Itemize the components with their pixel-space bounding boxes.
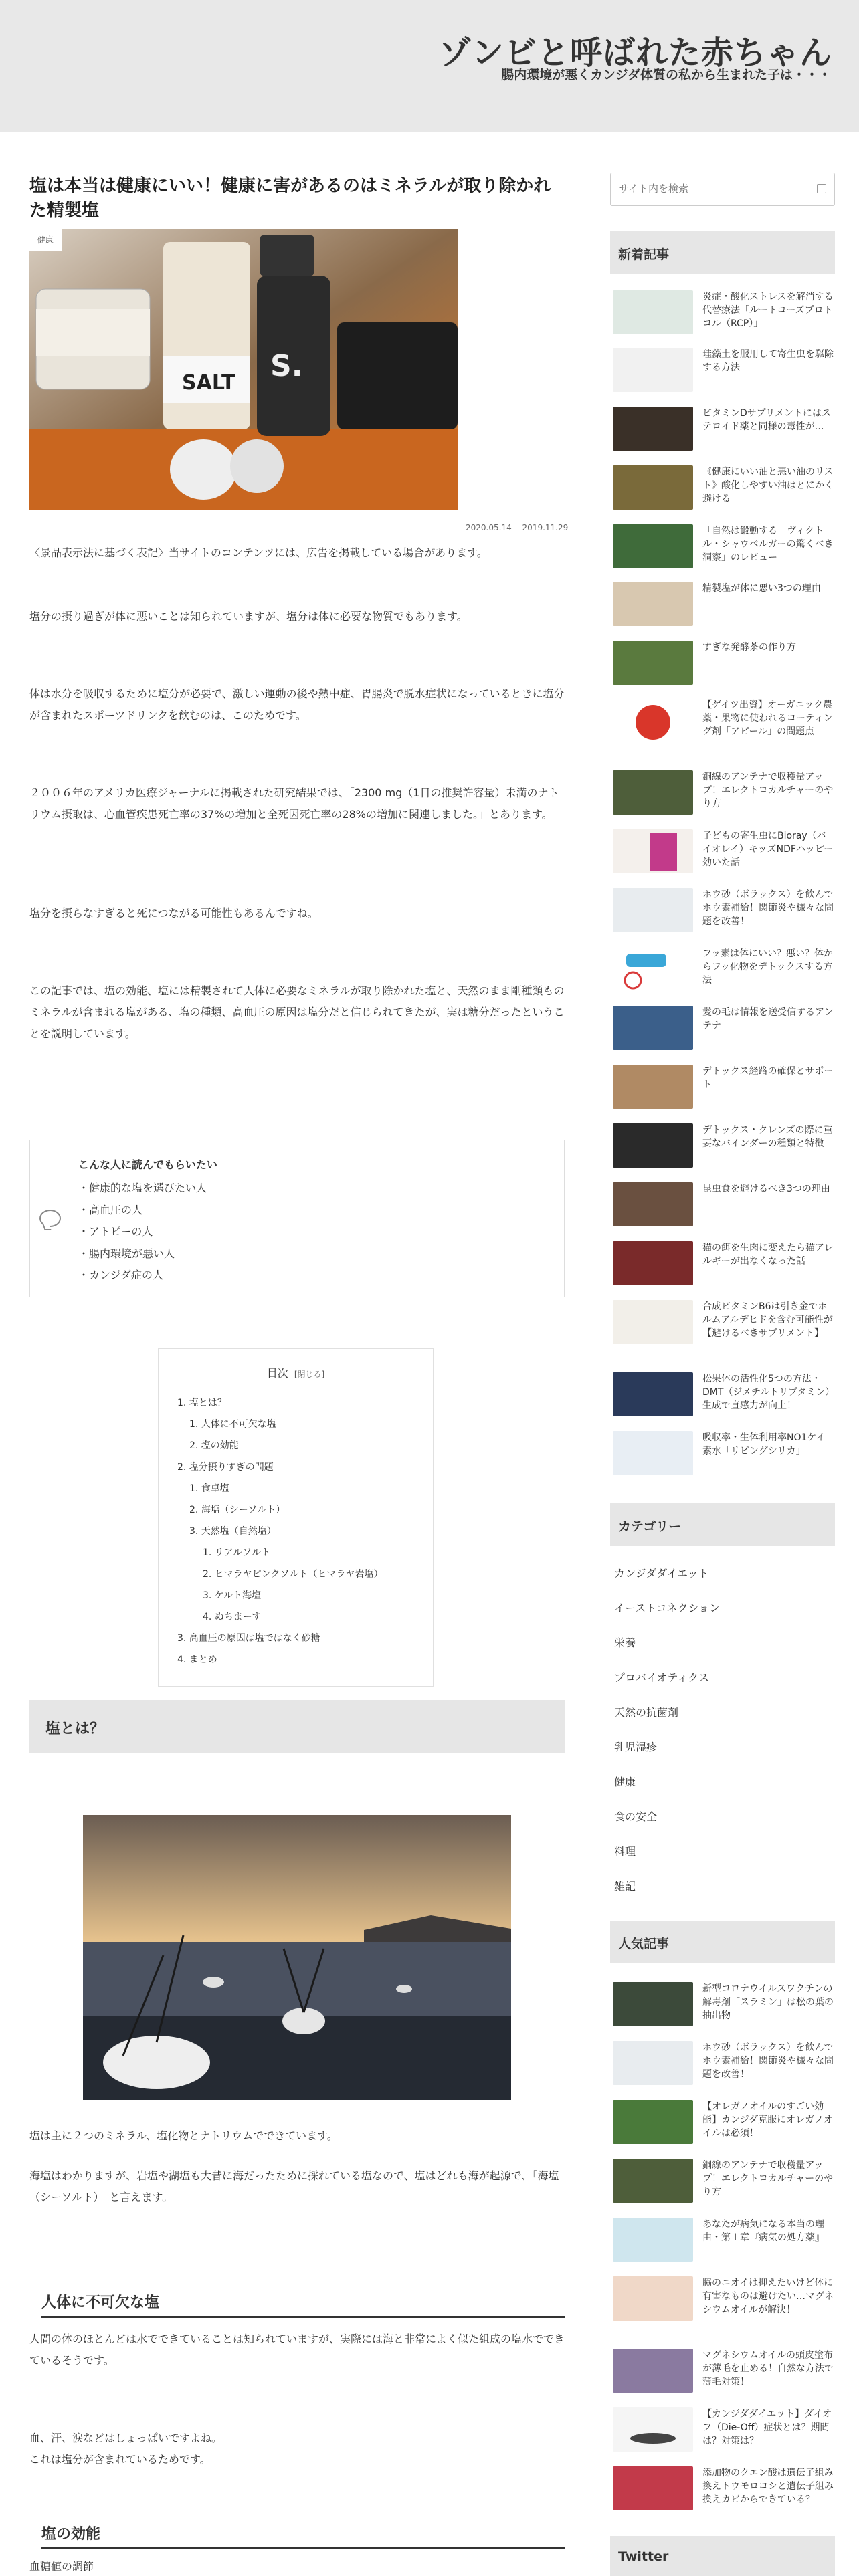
paragraph-3: ２００６年のアメリカ医療ジャーナルに掲載された研究結果では、「2300 mg（1日の推奨許容量）未満のナトリウム摂取は、心血管疾患死亡率の37%の増加と全死因死亡率の28%の増加に関連しました。」とあります。 (29, 786, 559, 821)
section2-heading: 人体に不可欠な塩 (41, 2291, 565, 2318)
post-thumbnail (613, 888, 693, 932)
post-title[interactable]: 【オレガノオイルのすごい効能】カンジダ克服にオレガノオイルは必須！ (702, 2101, 833, 2139)
category-link[interactable]: 料理 (614, 1845, 636, 1858)
target-reader-box (29, 1140, 565, 1297)
popular-post[interactable] (613, 1979, 835, 2033)
popular-posts-heading (610, 1921, 835, 1963)
recent-post[interactable] (613, 1370, 835, 1423)
category-heading (610, 1503, 835, 1546)
post-thumbnail (613, 2218, 693, 2262)
toc-toggle[interactable]: [閉じる] (294, 1370, 325, 1379)
post-thumbnail (613, 829, 693, 873)
site-tagline: 腸内環境が悪くカンジダ体質の私から生まれた子は・・・ (501, 68, 831, 82)
toc-item[interactable]: 3. 高血圧の原因は塩ではなく砂糖 (177, 1633, 320, 1644)
category-badge[interactable]: 健康 (29, 229, 62, 251)
recent-post[interactable] (613, 1428, 835, 1482)
toc-item[interactable]: 1. 食卓塩 (189, 1483, 229, 1494)
post-thumbnail (613, 947, 693, 991)
recent-post[interactable] (613, 885, 835, 939)
paragraph-4: 塩分を摂らなすぎると死につながる可能性もあるんですね。 (29, 907, 318, 920)
post-thumbnail (613, 2100, 693, 2144)
category-link[interactable]: 栄養 (614, 1636, 636, 1649)
section3-paragraph-1: 血糖値の調節 (29, 2560, 94, 2573)
popular-post[interactable] (613, 2464, 835, 2517)
table-of-contents (158, 1348, 434, 1687)
recent-post[interactable] (613, 1297, 835, 1351)
salt-field-photo (83, 1815, 511, 2100)
toc-item[interactable]: 2. ヒマラヤピンクソルト（ヒマラヤ岩塩） (203, 1569, 383, 1580)
post-thumbnail (613, 524, 693, 568)
post-title[interactable]: 吸収率・生体利用率NO1ケイ素水「リビングシリカ」 (702, 1432, 826, 1457)
post-thumbnail (613, 1431, 693, 1475)
post-title[interactable]: 珪藻土を服用して寄生虫を駆除する方法 (702, 349, 834, 373)
recent-post[interactable] (613, 768, 835, 821)
post-thumbnail (613, 770, 693, 815)
post-title[interactable]: 昆虫食を避けるべき3つの理由 (702, 1184, 830, 1194)
post-title[interactable]: ビタミンDサプリメントにはステロイド薬と同様の毒性が… (702, 408, 831, 432)
post-title[interactable]: デトックス・クレンズの際に重要なバインダーの種類と特徴 (702, 1125, 833, 1149)
post-title[interactable]: 松果体の活性化5つの方法・DMT（ジメチルトリプタミン）生成で直感力が向上！ (702, 1374, 830, 1411)
section3-heading: 塩の効能 (41, 2523, 565, 2549)
section2-paragraph-1: 人間の体のほとんどは水でできていることは知られていますが、実際には海と非常によく似た組成の塩水でできているそうです。 (29, 2333, 565, 2367)
twitter-heading (610, 2536, 835, 2576)
recent-post[interactable] (613, 522, 835, 575)
post-thumbnail (613, 348, 693, 392)
search-box (610, 173, 835, 206)
paragraph-2: 体は水分を吸収するために塩分が必要で、激しい運動の後や熱中症、胃腸炎で脱水症状になっているときに塩分が含まれたスポーツドリンクを飲むのは、このためです。 (29, 687, 565, 722)
post-thumbnail (613, 1182, 693, 1226)
recent-post[interactable] (613, 345, 835, 399)
recent-post[interactable] (613, 404, 835, 457)
post-thumbnail (613, 1372, 693, 1416)
section-heading-block (29, 1700, 565, 1753)
hero-image (29, 229, 458, 510)
reader-list (78, 1178, 207, 1287)
toc-item[interactable]: 4. ぬちまーす (203, 1612, 262, 1622)
category-link[interactable]: イーストコネクション (614, 1602, 721, 1614)
toc-item[interactable]: 2. 塩の効能 (189, 1440, 239, 1451)
toc-item[interactable]: 1. リアルソルト (203, 1547, 271, 1558)
recent-post[interactable] (613, 638, 835, 691)
recent-post[interactable] (613, 944, 835, 998)
recent-post[interactable] (613, 1239, 835, 1292)
recent-posts-heading (610, 231, 835, 274)
post-thumbnail (613, 407, 693, 451)
post-title[interactable]: 脇のニオイは抑えたいけど体に有害なものは避けたい…マグネシウムオイルが解決！ (702, 2278, 834, 2315)
site-header (0, 0, 859, 132)
post-title[interactable]: 「自然は鍛動する－ヴィクトル・シャウベルガーの驚くべき洞察」のレビュー (702, 526, 834, 563)
post-thumbnail (613, 2159, 693, 2203)
post-thumbnail (613, 2041, 693, 2085)
recent-posts-heading-text: 新着記事 (618, 247, 670, 262)
post-title[interactable]: ホウ砂（ボラックス）を飲んでホウ素補給！関節炎や様々な問題を改善！ (702, 889, 834, 927)
post-title[interactable]: 髪の毛は情報を送受信するアンテナ (702, 1007, 834, 1031)
published-date: 2019.11.29 (522, 523, 569, 532)
site-title[interactable]: ゾンビと呼ばれた赤ちゃん (438, 34, 832, 72)
post-title[interactable]: あなたが病気になる本当の理由・第１章『病気の処方薬』 (702, 2219, 824, 2243)
post-thumbnail (613, 1123, 693, 1168)
popular-post[interactable] (613, 2038, 835, 2092)
recent-post[interactable] (613, 1062, 835, 1115)
post-title[interactable]: 《健康にいい油と悪い油のリスト》酸化しやすい油はとにかく避ける (702, 467, 834, 504)
updated-date: 2020.05.14 (466, 523, 512, 532)
category-link[interactable]: カンジダダイエット (614, 1567, 709, 1580)
post-thumbnail (613, 2466, 693, 2510)
category-link[interactable]: 乳児湿疹 (614, 1741, 658, 1753)
post-title[interactable]: 猫の餌を生肉に変えたら猫アレルギーが出なくなった話 (702, 1243, 834, 1267)
category-link[interactable]: 健康 (614, 1776, 636, 1788)
post-thumbnail (613, 1006, 693, 1050)
post-thumbnail (613, 582, 693, 626)
post-title[interactable]: すぎな発酵茶の作り方 (702, 642, 796, 653)
popular-post[interactable] (613, 2097, 835, 2151)
popular-post[interactable] (613, 2405, 835, 2458)
recent-post[interactable] (613, 1180, 835, 1233)
recent-post[interactable] (613, 695, 835, 749)
list-item: ・腸内環境が悪い人 (78, 1247, 175, 1260)
search-input[interactable] (619, 173, 806, 204)
svg-text:SALT: SALT (182, 371, 235, 395)
post-title[interactable]: 精製塩が体に悪い3つの理由 (702, 583, 821, 594)
list-item: ・カンジダ症の人 (78, 1269, 163, 1281)
post-title[interactable]: 銅線のアンテナで収穫量アップ！エレクトロカルチャーのやり方 (702, 2160, 834, 2197)
toc-item[interactable]: 2. 塩分摂りすぎの問題 (177, 1462, 274, 1473)
post-dates (458, 523, 568, 532)
post-thumbnail (613, 2349, 693, 2393)
post-thumbnail (613, 290, 693, 334)
category-link[interactable]: 天然の抗菌剤 (614, 1706, 679, 1719)
svg-text:S.: S. (270, 349, 303, 383)
section1-paragraph-1: 塩は主に２つのミネラル、塩化物とナトリウムでできています。 (29, 2129, 338, 2142)
popular-posts-heading-text: 人気記事 (618, 1937, 670, 1951)
post-thumbnail (613, 1300, 693, 1344)
toc-title-text: 目次 (266, 1367, 288, 1380)
post-thumbnail (613, 1065, 693, 1109)
toc-item[interactable]: 2. 海塩（シーソルト） (189, 1505, 286, 1515)
toc-item[interactable]: 3. ケルト海塩 (203, 1590, 262, 1601)
recent-post[interactable] (613, 579, 835, 633)
recent-post[interactable] (613, 463, 835, 516)
post-thumbnail (613, 1241, 693, 1285)
category-link[interactable]: プロバイオティクス (614, 1671, 710, 1684)
post-title[interactable]: ホウ砂（ボラックス）を飲んでホウ素補給！関節炎や様々な問題を改善！ (702, 2042, 834, 2080)
article-title: 塩は本当は健康にいい！健康に害があるのはミネラルが取り除かれた精製塩 (29, 176, 551, 221)
post-thumbnail (613, 2407, 693, 2452)
recent-post[interactable] (613, 827, 835, 880)
popular-post[interactable] (613, 2156, 835, 2210)
post-title[interactable]: 【カンジダダイエット】ダイオフ（Die-Off）症状とは？期間は？対策は？ (702, 2409, 832, 2446)
category-link[interactable]: 食の安全 (614, 1810, 658, 1823)
category-heading-text: カテゴリー (618, 1519, 682, 1534)
post-title[interactable]: 【ゲイツ出資】オーガニック農薬・果物に使われるコーティング剤「アピール」の問題点 (702, 700, 833, 737)
popular-post[interactable] (613, 2215, 835, 2268)
reader-box-title: こんな人に読んでもらいたい (78, 1158, 218, 1171)
list-item: ・アトピーの人 (78, 1225, 153, 1238)
post-title[interactable]: 新型コロナウイルスワクチンの解毒剤「スラミン」は松の葉の抽出物 (702, 1983, 834, 2021)
post-title[interactable]: デトックス経路の確保とサポート (702, 1066, 834, 1090)
toc-item[interactable]: 4. まとめ (177, 1654, 217, 1665)
popular-post[interactable] (613, 2274, 835, 2327)
search-icon[interactable] (817, 184, 826, 193)
post-thumbnail (613, 2276, 693, 2321)
post-title[interactable]: 炎症・酸化ストレスを解消する代替療法「ルートコーズプロトコル（RCP）」 (702, 292, 834, 329)
post-thumbnail (613, 698, 693, 742)
recent-post[interactable] (613, 288, 835, 341)
list-item: ・健康的な塩を選びたい人 (78, 1182, 207, 1194)
section-heading: 塩とは？ (45, 1721, 105, 1737)
section1-paragraph-2: 海塩はわかりますが、岩塩や湖塩も大昔に海だったために採れている塩なので、塩はどれも海が起源で、「海塩（シーソルト）」と言えます。 (29, 2169, 559, 2204)
post-thumbnail (613, 465, 693, 510)
category-link[interactable]: 雑記 (614, 1880, 636, 1893)
post-thumbnail (613, 641, 693, 685)
post-title[interactable]: フッ素は体にいい？悪い？体からフッ化物をデトックスする方法 (702, 948, 834, 986)
post-title[interactable]: 添加物のクエン酸は遺伝子組み換えトウモロコシと遺伝子組み換えカビからできている？ (702, 2468, 834, 2505)
list-item: ・高血圧の人 (78, 1203, 143, 1216)
post-thumbnail (613, 1982, 693, 2026)
ad-disclosure: 〈景品表示法に基づく表記〉当サイトのコンテンツには、広告を掲載している場合があります。 (29, 546, 488, 559)
section2-paragraph-2a: 血、汗、涙などはしょっぱいですよね。 (29, 2432, 223, 2444)
toc-item[interactable]: 1. 塩とは？ (177, 1398, 227, 1408)
popular-post[interactable] (613, 2346, 835, 2399)
twitter-heading-text: Twitter (618, 2549, 669, 2564)
toc-title (159, 1365, 433, 1380)
paragraph-1: 塩分の摂り過ぎが体に悪いことは知られていますが、塩分は体に必要な物質でもあります。 (29, 610, 468, 623)
speech-bubble-icon (39, 1210, 61, 1227)
section2-paragraph-2b: これは塩分が含まれているためです。 (29, 2453, 211, 2466)
post-title[interactable]: 銅線のアンテナで収穫量アップ！エレクトロカルチャーのやり方 (702, 772, 834, 809)
recent-post[interactable] (613, 1003, 835, 1057)
recent-post[interactable] (613, 1121, 835, 1174)
post-title[interactable]: 合成ビタミンB6は引き金でホルムアルデヒドを含む可能性が【避けるべきサプリメント】 (702, 1301, 833, 1339)
post-title[interactable]: マグネシウムオイルの頭皮塗布が薄毛を止める！自然な方法で薄毛対策！ (702, 2350, 834, 2387)
toc-item[interactable]: 3. 天然塩（自然塩） (189, 1526, 276, 1537)
toc-item[interactable]: 1. 人体に不可欠な塩 (189, 1419, 276, 1430)
paragraph-5: この記事では、塩の効能、塩には精製されて人体に必要なミネラルが取り除かれた塩と、天然のまま剛種類ものミネラルが含まれる塩がある、塩の種類、高血圧の原因は塩分だと信じられてきたが、実は糖分だったということを説明しています。 (29, 984, 565, 1040)
post-title[interactable]: 子どもの寄生虫にBioray（バイオレイ）キッズNDFハッピー効いた話 (702, 831, 834, 868)
